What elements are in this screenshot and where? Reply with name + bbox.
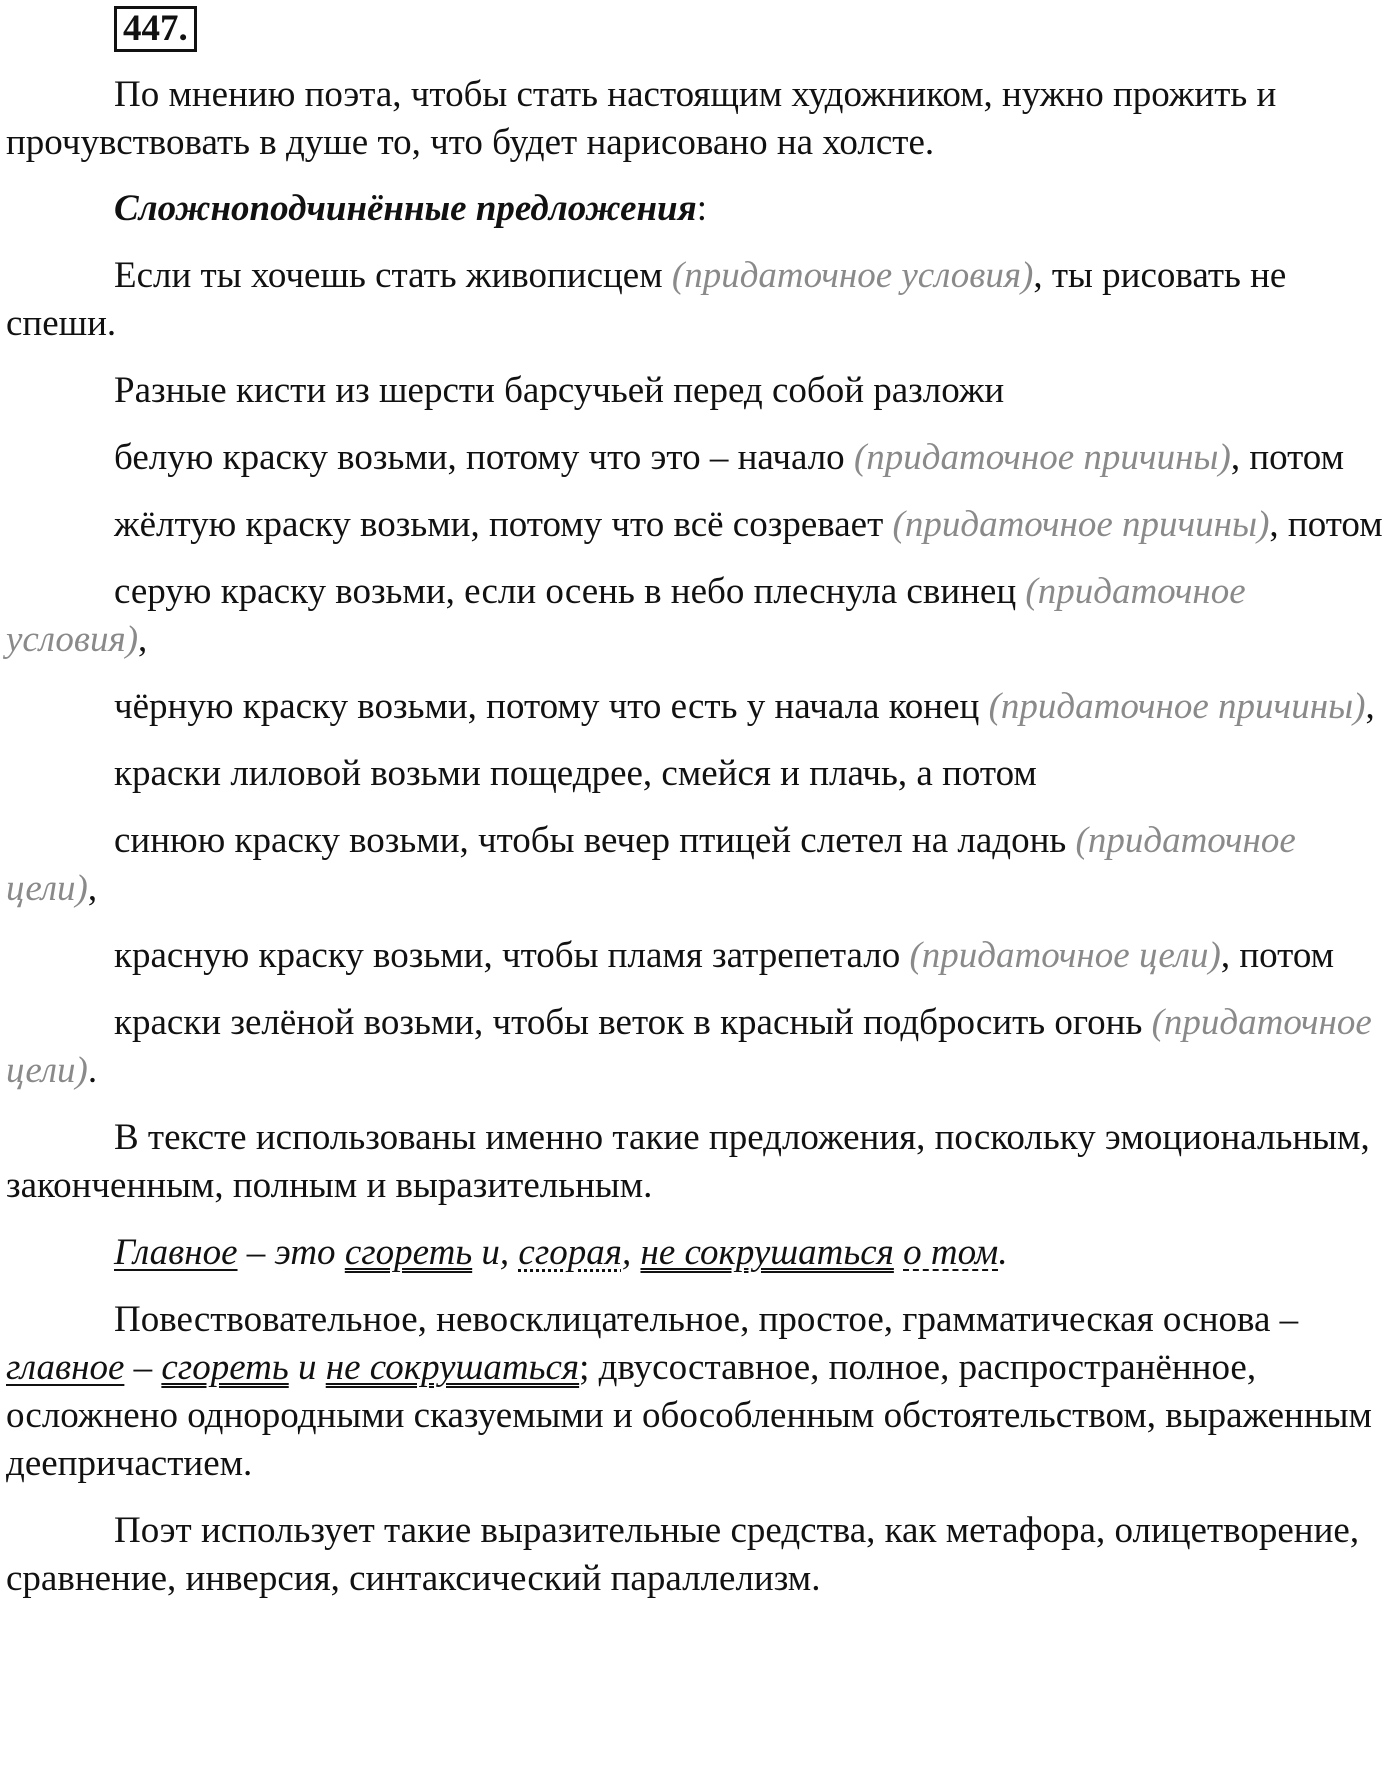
clause-note: (придаточное причины): [853, 437, 1231, 478]
sentence-text: ,: [621, 1232, 641, 1273]
object-word: о том: [903, 1232, 999, 1273]
line-text: Если ты хочешь стать живописцем: [114, 255, 672, 296]
line-tail: , потом: [1269, 504, 1383, 545]
section-heading: [6, 185, 1394, 233]
analyzed-sentence: [6, 1229, 1394, 1277]
clause-note: (придаточное причины): [988, 686, 1366, 727]
poem-line: [6, 434, 1394, 482]
predicate-word: сгореть: [161, 1347, 289, 1388]
line-tail: ,: [138, 619, 148, 660]
usage-note-paragraph: В тексте использованы именно такие предложения, поскольку эмоциональным, законченным, полным и выразительным.: [6, 1117, 1370, 1206]
poem-line: [6, 932, 1394, 980]
poem-line: [6, 683, 1394, 731]
line-text: жёлтую краску возьми, потому что всё созревает: [114, 504, 893, 545]
conclusion-paragraph: Поэт использует такие выразительные средства, как метафора, олицетворение, сравнение, инверсия, синтаксический параллелизм.: [6, 1510, 1360, 1599]
line-tail: ,: [1365, 686, 1375, 727]
analysis-text: и: [288, 1347, 326, 1388]
poem-line: [6, 568, 1394, 664]
poem-line: [6, 817, 1394, 913]
exercise-number-row: [6, 6, 1394, 50]
line-text: краски зелёной возьми, чтобы веток в красный подбросить огонь: [114, 1002, 1152, 1043]
subject-word: Главное: [114, 1232, 238, 1273]
sentence-text: – это: [237, 1232, 345, 1273]
clause-note: (придаточное условия): [671, 255, 1034, 296]
line-tail: , ты рисовать не спеши.: [6, 255, 1287, 344]
line-tail: .: [87, 1050, 98, 1091]
line-text: Разные кисти из шерсти барсучьей перед собой разложи: [114, 370, 1005, 411]
heading-text: Сложноподчинённые предложения: [114, 188, 697, 229]
intro-paragraph: По мнению поэта, чтобы стать настоящим художником, нужно прожить и прочувствовать в душе то, что будет нарисовано на холсте.: [6, 74, 1277, 163]
sentence-text: [894, 1232, 903, 1273]
clause-note: (придаточное цели): [6, 820, 1296, 909]
exercise-number: 447.: [114, 6, 197, 52]
poem-line: [6, 750, 1394, 798]
poem-line: [6, 999, 1394, 1095]
clause-note: (придаточное цели): [6, 1002, 1372, 1091]
predicate-word: не сокрушаться: [640, 1232, 894, 1273]
analysis-paragraph: [6, 1296, 1394, 1488]
line-text: краски лиловой возьми пощедрее, смейся и плачь, а потом: [114, 753, 1037, 794]
line-text: синюю краску возьми, чтобы вечер птицей слетел на ладонь: [114, 820, 1076, 861]
clause-note: (придаточное цели): [909, 935, 1221, 976]
line-text: белую краску возьми, потому что это – начало: [114, 437, 854, 478]
clause-note: (придаточное причины): [892, 504, 1270, 545]
analysis-text: Повествовательное, невосклицательное, простое, грамматическая основа –: [114, 1299, 1299, 1340]
line-text: красную краску возьми, чтобы пламя затрепетало: [114, 935, 910, 976]
predicate-word: не сокрушаться: [325, 1347, 580, 1388]
clause-note: (придаточное условия): [6, 571, 1246, 660]
poem-line: [6, 367, 1394, 415]
predicate-word: сгореть: [344, 1232, 473, 1273]
poem-line: [6, 252, 1394, 348]
analysis-text: ; двусоставное, полное, распространённое, осложнено однородными сказуемыми и обособленным обстоятельством, выраженным деепричастием.: [6, 1347, 1372, 1484]
heading-colon: :: [696, 188, 707, 229]
sentence-text: и,: [472, 1232, 519, 1273]
line-text: серую краску возьми, если осень в небо плеснула свинец: [114, 571, 1026, 612]
analysis-text: –: [124, 1347, 162, 1388]
line-tail: , потом: [1220, 935, 1335, 976]
line-text: чёрную краску возьми, потому что есть у начала конец: [114, 686, 989, 727]
line-tail: , потом: [1230, 437, 1345, 478]
subject-word: главное: [6, 1347, 125, 1388]
poem-line: [6, 501, 1394, 549]
adverbial-word: сгорая: [518, 1232, 622, 1273]
sentence-text: .: [998, 1232, 1008, 1273]
line-tail: ,: [87, 868, 98, 909]
